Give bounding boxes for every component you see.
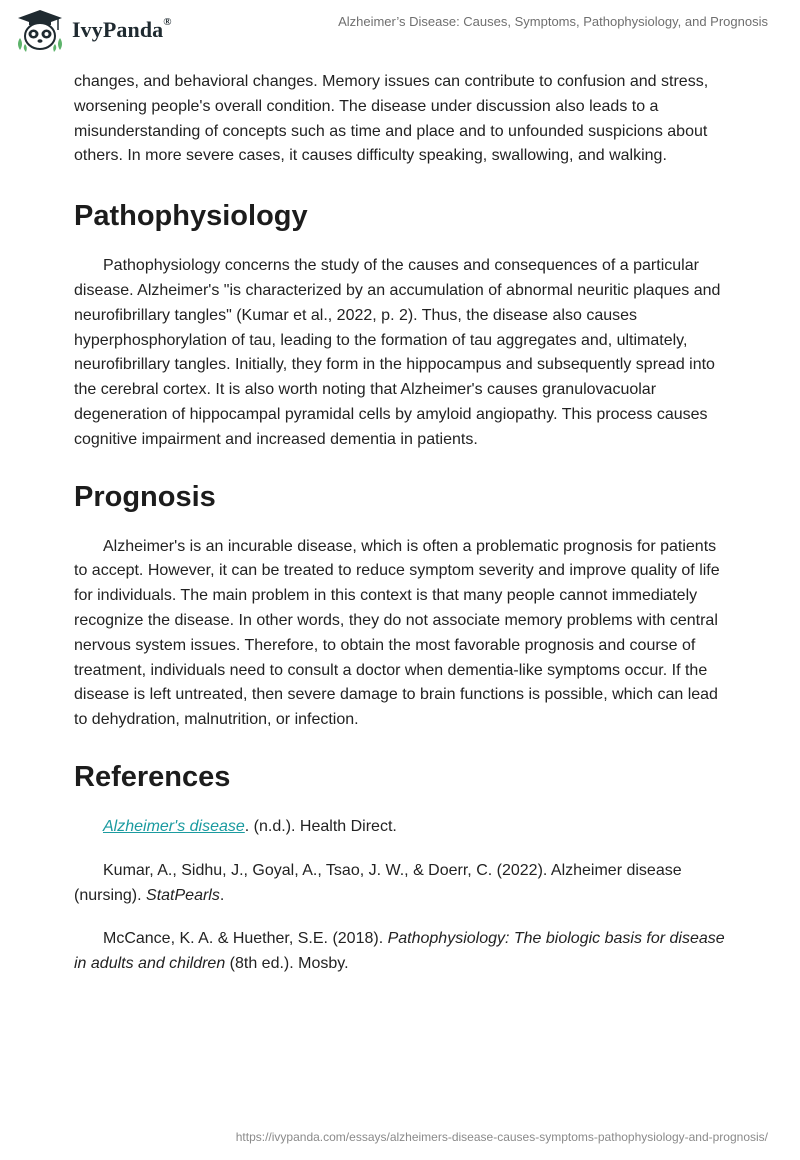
brand-logo[interactable] bbox=[14, 8, 172, 52]
intro-paragraph: changes, and behavioral changes. Memory issues can contribute to confusion and stress, worsening people's overall condition. The disease under discussion also leads to a misunderstanding of concepts such as time and place and to unfounded suspicions about others. In more severe cases, it causes difficulty speaking, swallowing, and walking. bbox=[74, 73, 709, 165]
essay-content bbox=[74, 70, 726, 996]
reference-text: McCance, K. A. & Huether, S.E. (2018). bbox=[103, 930, 388, 948]
reference-link[interactable]: Alzheimer's disease bbox=[103, 817, 245, 835]
prognosis-paragraph: Alzheimer's is an incurable disease, which is often a problematic prognosis for patients to accept. However, it can be treated to reduce symptom severity and improve quality of life for individuals. The main problem in this context is that many people cannot immediately recognize the disease. In other words, they do not associate memory problems with central nervous system issues. Therefore, to obtain the most favorable prognosis and course of treatment, individuals need to consult a doctor when dementia-like symptoms occur. If the disease is left untreated, then severe damage to brain functions is possible, which can lead to dehydration, malnutrition, or infection. bbox=[74, 537, 720, 729]
reference-source-title: StatPearls bbox=[146, 886, 220, 904]
prognosis-heading: Prognosis bbox=[74, 480, 216, 513]
reference-text-end: . bbox=[219, 886, 225, 904]
reference-text: Kumar, A., Sidhu, J., Goyal, A., Tsao, J. W., & Doerr, C. (2022). Alzheimer disease (nursing). bbox=[74, 861, 682, 904]
reference-text: . (n.d.). Health Direct. bbox=[244, 817, 397, 835]
pathophysiology-paragraph: Pathophysiology concerns the study of the causes and consequences of a particular disease. Alzheimer's "is characterized by an accumulation of abnormal neuritic plaques and neurofibrillary tangles" (Kumar et al., 2022, p. 2). Thus, the disease also causes hyperphosphorylation of tau, leading to the formation of tau aggregates and, ultimately, neurofibrillary tangles. Initially, they form in the hippocampus and subsequently spread into the cerebral cortex. It is also worth noting that Alzheimer's causes granulovacuolar degeneration of hippocampal pyramidal cells by amyloid angiopathy. This process causes cognitive impairment and increased dementia in patients. bbox=[74, 257, 721, 448]
reference-item bbox=[74, 859, 726, 909]
document-title: Alzheimer’s Disease: Causes, Symptoms, Pathophysiology, and Prognosis bbox=[338, 14, 768, 29]
panda-graduate-icon bbox=[14, 8, 66, 52]
references-heading: References bbox=[74, 760, 231, 793]
footer-url[interactable]: https://ivypanda.com/essays/alzheimers-disease-causes-symptoms-pathophysiology-and-prognosis/ bbox=[235, 1130, 768, 1144]
reference-book-title: Pathophysiology: The biologic basis for disease in adults and children bbox=[74, 930, 725, 973]
reference-item bbox=[74, 815, 726, 840]
brand-name: IvyPanda® bbox=[72, 15, 172, 42]
reference-item bbox=[74, 927, 726, 977]
pathophysiology-heading: Pathophysiology bbox=[74, 200, 308, 233]
page-header bbox=[0, 0, 800, 66]
reference-text-end: (8th ed.). Mosby. bbox=[225, 955, 349, 973]
